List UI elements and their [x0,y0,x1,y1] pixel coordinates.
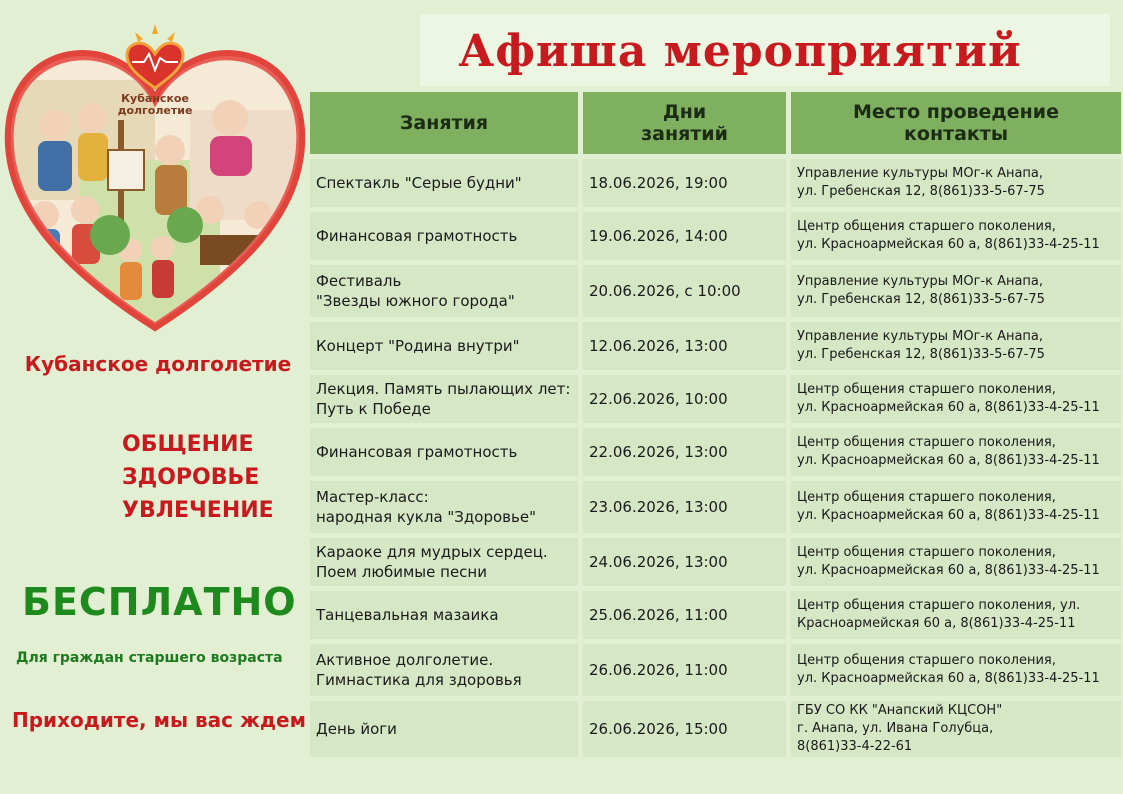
activity-cell-line: День йоги [316,720,397,738]
activity-cell-line: Танцевальная мазаика [316,606,499,624]
value-item: УВЛЕЧЕНИЕ [122,498,274,523]
place-cell [791,644,1121,696]
date-cell-line: 23.06.2026, 13:00 [589,498,728,516]
activity-cell [310,701,578,757]
date-cell [583,159,786,207]
activity-cell-line: Концерт "Родина внутри" [316,337,520,355]
date-cell-line: 25.06.2026, 11:00 [589,606,728,624]
activity-cell-line: "Звезды южного города" [316,292,515,310]
brand-name: Кубанское долголетие [24,352,292,376]
value-item: ОБЩЕНИЕ [122,432,254,457]
table-header-row [310,92,1121,154]
date-cell-line: 12.06.2026, 13:00 [589,337,728,355]
activity-cell-line: Путь к Победе [316,400,431,418]
date-cell [583,265,786,317]
place-cell-line: Центр общения старшего поколения, ул. [797,598,1081,613]
header-days-line1: Дни [662,101,707,123]
place-cell-line: Центр общения старшего поколения, [797,545,1056,560]
table-row [310,538,1121,586]
table-row [310,481,1121,533]
sun-icon [135,24,175,42]
place-cell-line: ул. Гребенская 12, 8(861)33-5-67-75 [797,292,1045,307]
activity-cell [310,538,578,586]
table-row [310,375,1121,423]
place-cell-line: ул. Гребенская 12, 8(861)33-5-67-75 [797,347,1045,362]
table-row [310,591,1121,639]
activity-cell-line: Финансовая грамотность [316,443,518,461]
activity-cell-line: Финансовая грамотность [316,227,518,245]
page-title: Афиша мероприятий [458,26,1022,77]
table-row [310,265,1121,317]
place-cell-line: Управление культуры МОг-к Анапа, [797,329,1044,344]
date-cell [583,375,786,423]
activity-cell [310,375,578,423]
invite-label: Приходите, мы вас ждем [12,708,306,732]
logo-line1: Кубанское [121,92,189,105]
table-row [310,428,1121,476]
place-cell-line: ул. Красноармейская 60 а, 8(861)33-4-25-11 [797,671,1100,686]
place-cell [791,538,1121,586]
activity-cell-line: Мастер-класс: [316,488,429,506]
date-cell-line: 26.06.2026, 15:00 [589,720,728,738]
date-cell-line: 22.06.2026, 13:00 [589,443,728,461]
place-cell [791,322,1121,370]
header-place-line1: Место проведение [853,101,1059,123]
date-cell-line: 26.06.2026, 11:00 [589,661,728,679]
header-place-line2: контакты [904,123,1008,145]
place-cell-line: Управление культуры МОг-к Анапа, [797,166,1044,181]
place-cell-line: Красноармейская 60 а, 8(861)33-4-25-11 [797,616,1076,631]
date-cell-line: 22.06.2026, 10:00 [589,390,728,408]
heart-illustration [0,10,310,340]
activity-cell [310,322,578,370]
date-cell-line: 20.06.2026, с 10:00 [589,282,741,300]
place-cell [791,212,1121,260]
table-row [310,212,1121,260]
place-cell [791,591,1121,639]
value-item: ЗДОРОВЬЕ [122,465,260,490]
table-row [310,159,1121,207]
place-cell-line: г. Анапа, ул. Ивана Голубца, [797,721,994,736]
activity-cell-line: народная кукла "Здоровье" [316,508,536,526]
date-cell-line: 24.06.2026, 13:00 [589,553,728,571]
date-cell [583,538,786,586]
date-cell-line: 18.06.2026, 19:00 [589,174,728,192]
events-table [305,87,1123,762]
header-days [583,92,786,154]
activity-cell-line: Караоке для мудрых сердец. [316,543,548,561]
activity-cell-line: Активное долголетие. [316,651,494,669]
header-days-line2: занятий [641,123,728,145]
date-cell [583,481,786,533]
date-cell [583,644,786,696]
audience-label: Для граждан старшего возраста [16,650,283,666]
date-cell [583,428,786,476]
place-cell [791,428,1121,476]
activity-cell [310,591,578,639]
place-cell [791,375,1121,423]
header-place [791,92,1121,154]
place-cell-line: ул. Красноармейская 60 а, 8(861)33-4-25-11 [797,508,1100,523]
date-cell [583,591,786,639]
activity-cell-line: Спектакль "Серые будни" [316,174,522,192]
activity-cell-line: Гимнастика для здоровья [316,671,522,689]
place-cell-line: ул. Красноармейская 60 а, 8(861)33-4-25-11 [797,563,1100,578]
activity-cell-line: Поем любимые песни [316,563,487,581]
place-cell-line: ул. Красноармейская 60 а, 8(861)33-4-25-11 [797,400,1100,415]
place-cell-line: ГБУ СО КК "Анапский КЦСОН" [797,703,1003,718]
activity-cell [310,265,578,317]
date-cell [583,212,786,260]
values-list [122,428,274,527]
activity-cell-line: Лекция. Память пылающих лет: [316,380,571,398]
place-cell-line: ул. Красноармейская 60 а, 8(861)33-4-25-11 [797,453,1100,468]
place-cell [791,159,1121,207]
place-cell-line: ул. Красноармейская 60 а, 8(861)33-4-25-11 [797,237,1100,252]
table-row [310,701,1121,757]
table-row [310,644,1121,696]
logo-line2: долголетие [117,104,193,117]
activity-cell [310,159,578,207]
place-cell-line: Управление культуры МОг-к Анапа, [797,274,1044,289]
date-cell-line: 19.06.2026, 14:00 [589,227,728,245]
place-cell [791,481,1121,533]
place-cell-line: Центр общения старшего поколения, [797,219,1056,234]
place-cell-line: 8(861)33-4-22-61 [797,739,913,754]
place-cell-line: Центр общения старшего поколения, [797,435,1056,450]
place-cell-line: Центр общения старшего поколения, [797,382,1056,397]
place-cell [791,701,1121,757]
date-cell [583,701,786,757]
activity-cell [310,212,578,260]
activity-cell [310,481,578,533]
activity-cell [310,644,578,696]
activity-cell-line: Фестиваль [316,272,402,290]
place-cell-line: Центр общения старшего поколения, [797,653,1056,668]
place-cell-line: ул. Гребенская 12, 8(861)33-5-67-75 [797,184,1045,199]
place-cell-line: Центр общения старшего поколения, [797,490,1056,505]
header-activity: Занятия [310,92,578,154]
table-row [310,322,1121,370]
activity-cell [310,428,578,476]
date-cell [583,322,786,370]
place-cell [791,265,1121,317]
free-label: БЕСПЛАТНО [22,580,297,624]
